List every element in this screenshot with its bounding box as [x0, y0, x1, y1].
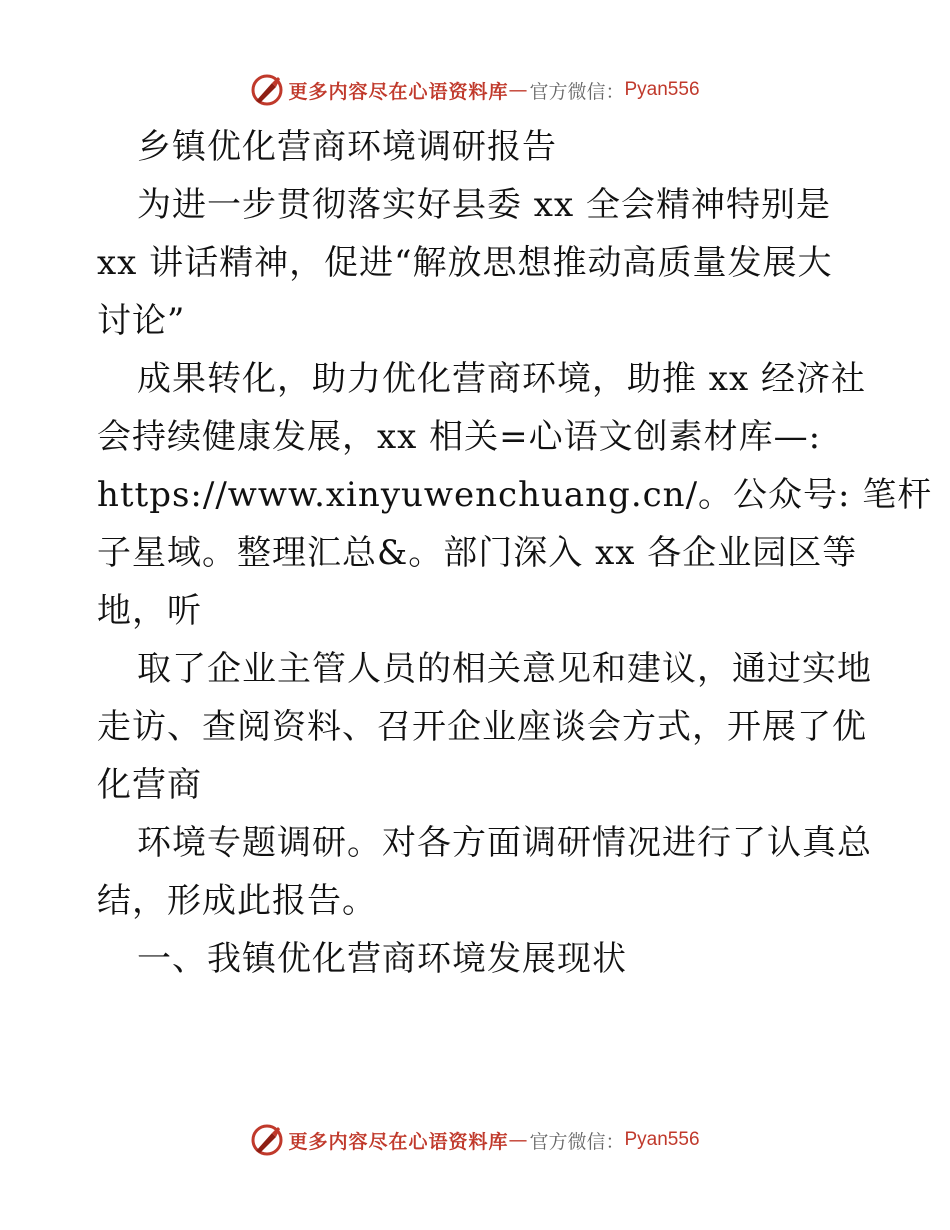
paragraph-line: 取了企业主管人员的相关意见和建议，通过实地: [137, 649, 872, 689]
paragraph-line: 环境专题调研。对各方面调研情况进行了认真总: [137, 823, 872, 863]
header-watermark: [0, 70, 950, 110]
watermark-main-text: 更多内容尽在心语资料库: [288, 80, 509, 103]
document-title: 乡镇优化营商环境调研报告: [137, 127, 557, 167]
paragraph-line: 成果转化，助力优化营商环境，助推 xx 经济社: [137, 359, 866, 399]
watermark-wechat-label: 官方微信：: [529, 80, 625, 103]
paragraph-line: 讨论”: [97, 301, 186, 341]
quill-pen-logo-icon: [250, 1123, 284, 1157]
section-heading: 一、我镇优化营商环境发展现状: [137, 939, 627, 979]
quill-pen-logo-icon: [250, 73, 284, 107]
paragraph-line: xx 讲话精神，促进“解放思想推动高质量发展大: [97, 243, 833, 283]
paragraph-line: 子星域。整理汇总&。部门深入 xx 各企业园区等: [97, 533, 858, 573]
watermark-wechat-id: Pyan556: [624, 79, 700, 100]
watermark-wechat-label: 官方微信：: [529, 1130, 625, 1153]
paragraph-line: https://www.xinyuwenchuang.cn/。公众号: 笔杆: [97, 475, 933, 515]
paragraph-line: 地，听: [97, 591, 202, 631]
watermark-wechat-id: Pyan556: [624, 1129, 700, 1150]
watermark-main-text: 更多内容尽在心语资料库: [288, 1130, 509, 1153]
document-body: [97, 118, 933, 988]
paragraph-line: 会持续健康发展，xx 相关=心语文创素材库—:: [97, 417, 822, 457]
paragraph-line: 结，形成此报告。: [97, 881, 377, 921]
paragraph-line: 为进一步贯彻落实好县委 xx 全会精神特别是: [137, 185, 831, 225]
watermark-dash: —: [508, 1129, 528, 1151]
footer-watermark: [0, 1120, 950, 1160]
paragraph-line: 化营商: [97, 765, 202, 805]
paragraph-line: 走访、查阅资料、召开企业座谈会方式，开展了优: [97, 707, 867, 747]
watermark-dash: —: [508, 79, 528, 101]
